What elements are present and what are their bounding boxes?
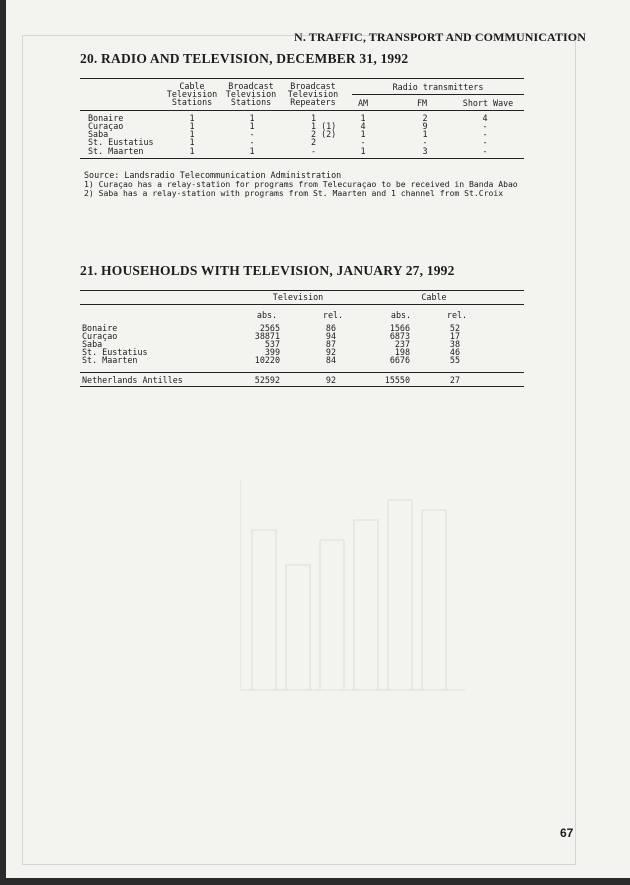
cell: 1 bbox=[189, 121, 195, 131]
cell: - bbox=[249, 137, 255, 147]
cell: - bbox=[482, 146, 488, 156]
cell: 1 bbox=[249, 113, 255, 123]
table21-row-st-eustatius: St. Eustatius bbox=[82, 347, 148, 357]
cell: 52 bbox=[449, 323, 460, 333]
table20-footnote-1: 1) Curaçao has a relay-station for programs from Telecuraçao to be received in Banda Abao bbox=[84, 179, 518, 189]
table21-row-curacao: Curaçao bbox=[82, 331, 118, 341]
table21-row-st-maarten: St. Maarten bbox=[82, 355, 138, 365]
cell: 9 bbox=[422, 121, 428, 131]
table20-col-repeaters: Broadcast Television Repeaters bbox=[287, 81, 339, 108]
cell: 4 bbox=[360, 121, 366, 131]
table21-col-cable-abs: abs. bbox=[390, 310, 412, 320]
show-through-chart-graphic bbox=[240, 480, 480, 700]
cell: 237 bbox=[394, 339, 410, 349]
cell: - bbox=[482, 129, 488, 139]
cell: 198 bbox=[394, 347, 410, 357]
cell: 2 (2) bbox=[311, 129, 337, 139]
table20-col-radio-group: Radio transmitters bbox=[392, 82, 484, 92]
cell: 87 bbox=[325, 339, 336, 349]
table21-header-rule bbox=[80, 304, 524, 305]
cell: 2 bbox=[311, 137, 317, 147]
cell: 3 bbox=[422, 146, 428, 156]
table20-col-cable: Cable Television Stations bbox=[166, 81, 218, 108]
page-number: 67 bbox=[560, 826, 574, 840]
table20-row-curacao: Curaçao bbox=[88, 121, 124, 131]
cell: 2565 bbox=[259, 323, 280, 333]
cell: 1566 bbox=[389, 323, 410, 333]
cell: 55 bbox=[449, 355, 460, 365]
cell: 1 bbox=[189, 146, 195, 156]
table20-bottom-rule bbox=[80, 158, 524, 159]
cell: 1 bbox=[311, 113, 317, 123]
cell: 38 bbox=[449, 339, 460, 349]
cell: - bbox=[311, 146, 317, 156]
cell: 1 bbox=[360, 113, 366, 123]
cell: 17 bbox=[449, 331, 460, 341]
cell: 2 bbox=[422, 113, 428, 123]
table20-col-am: AM bbox=[357, 98, 369, 108]
table21-col-television: Television bbox=[272, 292, 324, 302]
table21-title: 21. HOUSEHOLDS WITH TELEVISION, JANUARY 27, 1992 bbox=[80, 263, 455, 278]
cell: 4 bbox=[482, 113, 488, 123]
cell: 52592 bbox=[254, 375, 280, 385]
table20-col-broadcast: Broadcast Television Stations bbox=[225, 81, 277, 108]
cell: 1 bbox=[360, 129, 366, 139]
table20-footnote-2: 2) Saba has a relay-station with programs from St. Maarten and 1 channel from St.Croix bbox=[84, 188, 504, 198]
cell: 1 bbox=[189, 137, 195, 147]
cell: 399 bbox=[264, 347, 280, 357]
cell: 92 bbox=[325, 375, 336, 385]
cell: 537 bbox=[264, 339, 280, 349]
table21-bottom-rule bbox=[80, 386, 524, 387]
table20-source-note: Source: Landsradio Telecommunication Administration bbox=[84, 170, 342, 180]
cell: 1 (1) bbox=[311, 121, 337, 131]
cell: 84 bbox=[325, 355, 336, 365]
table20-row-bonaire: Bonaire bbox=[88, 113, 124, 123]
table20-header-rule bbox=[80, 110, 524, 111]
table21-col-tv-abs: abs. bbox=[256, 310, 278, 320]
table21-row-saba: Saba bbox=[82, 339, 103, 349]
cell: 92 bbox=[325, 347, 336, 357]
table20-radio-rule bbox=[352, 94, 524, 95]
table20-row-saba: Saba bbox=[88, 129, 109, 139]
table21-col-cable-rel: rel. bbox=[446, 310, 468, 320]
cell: 38871 bbox=[254, 331, 280, 341]
page-frame bbox=[22, 35, 576, 865]
cell: 86 bbox=[325, 323, 336, 333]
table20-col-fm: FM bbox=[416, 98, 428, 108]
cell: - bbox=[249, 129, 255, 139]
cell: 94 bbox=[325, 331, 336, 341]
table21-row-bonaire: Bonaire bbox=[82, 323, 118, 333]
cell: - bbox=[360, 137, 366, 147]
cell: 27 bbox=[449, 375, 460, 385]
cell: 46 bbox=[449, 347, 460, 357]
cell: - bbox=[482, 137, 488, 147]
table20-row-st-maarten: St. Maarten bbox=[88, 146, 144, 156]
cell: 6676 bbox=[389, 355, 410, 365]
table20-title: 20. RADIO AND TELEVISION, DECEMBER 31, 1992 bbox=[80, 51, 409, 66]
cell: 1 bbox=[422, 129, 428, 139]
cell: 1 bbox=[189, 129, 195, 139]
table21-col-tv-rel: rel. bbox=[322, 310, 344, 320]
cell: 15550 bbox=[384, 375, 410, 385]
cell: 10220 bbox=[254, 355, 280, 365]
running-head: N. TRAFFIC, TRANSPORT AND COMMUNICATION bbox=[294, 30, 586, 44]
scan-left-edge bbox=[0, 0, 6, 885]
cell: 1 bbox=[249, 121, 255, 131]
table20-row-st-eustatius: St. Eustatius bbox=[88, 137, 154, 147]
cell: 1 bbox=[360, 146, 366, 156]
table21-total-rule bbox=[80, 372, 524, 373]
table21-top-rule bbox=[80, 290, 524, 291]
cell: 6873 bbox=[389, 331, 410, 341]
cell: 1 bbox=[189, 113, 195, 123]
table20-top-rule bbox=[80, 78, 524, 79]
table20-col-short-wave: Short Wave bbox=[462, 98, 514, 108]
table21-row-total: Netherlands Antilles bbox=[82, 375, 183, 385]
table21-col-cable: Cable bbox=[421, 292, 447, 302]
cell: - bbox=[482, 121, 488, 131]
cell: - bbox=[422, 137, 428, 147]
scan-bottom-edge bbox=[0, 878, 630, 885]
cell: 1 bbox=[249, 146, 255, 156]
